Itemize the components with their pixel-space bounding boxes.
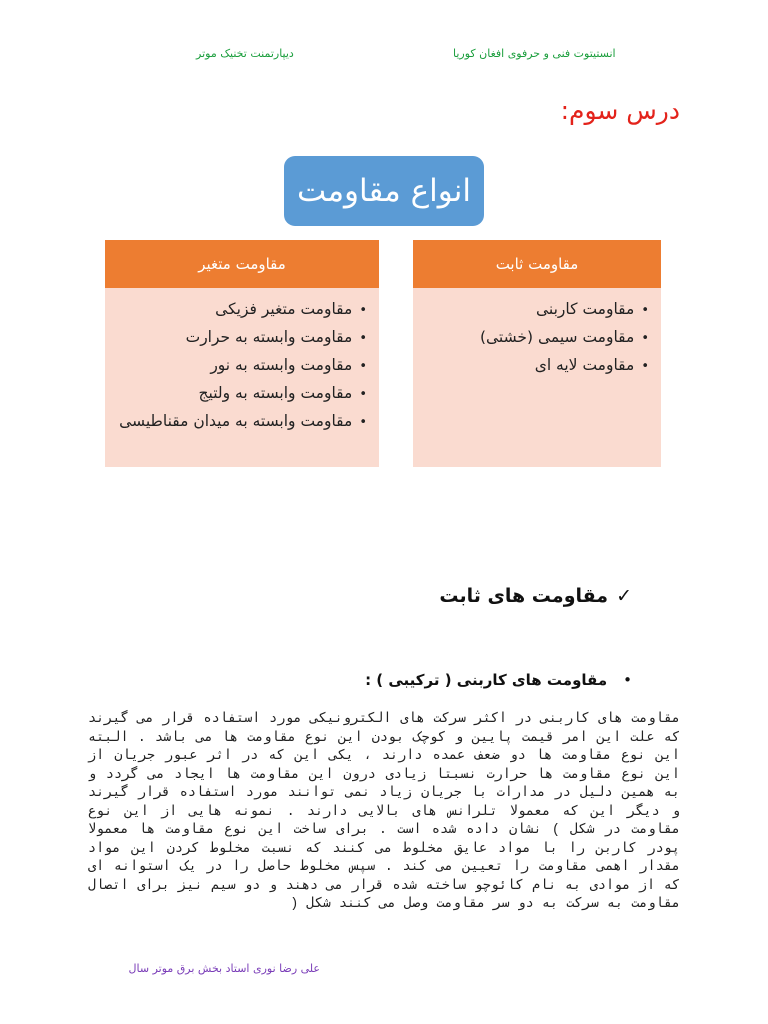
section-heading [439, 585, 632, 607]
list-item: • مقاومت وابسته به میدان مقناطیسی [105, 408, 367, 436]
fixed-resistor-column [413, 240, 661, 467]
checkmark-icon: ✓ [616, 585, 632, 607]
subsection-heading [365, 671, 632, 689]
list-item: • مقاومت سیمی (خشتی) [413, 324, 649, 352]
list-item: • مقاومت کاربنی [413, 296, 649, 324]
fixed-resistor-heading: مقاومت ثابت [413, 240, 661, 288]
variable-resistor-column [105, 240, 379, 467]
list-item: • مقاومت وابسته به ولتیج [105, 380, 367, 408]
variable-resistor-heading: مقاومت متغیر [105, 240, 379, 288]
fixed-resistor-list [413, 288, 661, 380]
list-item: • مقاومت متغیر فزیکی [105, 296, 367, 324]
bullet-icon: • [623, 671, 632, 689]
list-item: • مقاومت وابسته به حرارت [105, 324, 367, 352]
section-title: مقاومت های ثابت [439, 585, 609, 607]
list-item: • مقاومت لایه ای [413, 352, 649, 380]
variable-resistor-list [105, 288, 379, 436]
lesson-title: درس سوم: [560, 96, 680, 125]
subsection-title: مقاومت های کاربنی ( ترکیبی ) : [365, 671, 608, 689]
resistor-types-banner [284, 156, 484, 226]
list-item: • مقاومت وابسته به نور [105, 352, 367, 380]
body-paragraph: مقاومت های کاربنی در اکثر سرکت های الکترونیکی مورد استفاده قرار می گیرند که علت این امر قیمت پایین و کوچک بودن این نوع مقاومت ها می باشد . البته این نوع مقاومت ها دو ضعف عمده دارند ، یکی این که در اثر عبور جریان از این نوع مقاومت ها حرارت نسبتا زیادی درون این مقاومت ها ایجاد می گردد و به همین دلیل در مدارات با جریان زیاد نمی توانند مورد استفاده قرار گیرند و دیگر این که معمولا تلرانس های بالایی دارند . نمونه هایی از این نوع مقاومت در شکل ) نشان داده شده است . برای ساخت این نوع مقاومت ها معمولا پودر کاربن را با مواد عایق مخلوط می کنند که نسبت مخلوط کردن این مواد مقدار اهمی مقاومت را تعیین می کند . سپس مخلوط حاصل را در یک استوانه ای که از موادی به نام کائوچو ساخته شده قرار می دهند و دو سیم نیز برای اتصال مقاومت به سرکت به دو سر مقاومت وصل می کنند شکل ( [88, 712, 680, 912]
department-name: دیپارتمنت تخنیک موتر [196, 47, 294, 60]
institute-name: انستیتوت فنی و حرفوی افغان کوریا [453, 47, 616, 60]
resistor-types-title: انواع مقاومت [297, 173, 471, 209]
footer-author: علی رضا نوری استاد بخش برق موتر سال [128, 962, 320, 975]
